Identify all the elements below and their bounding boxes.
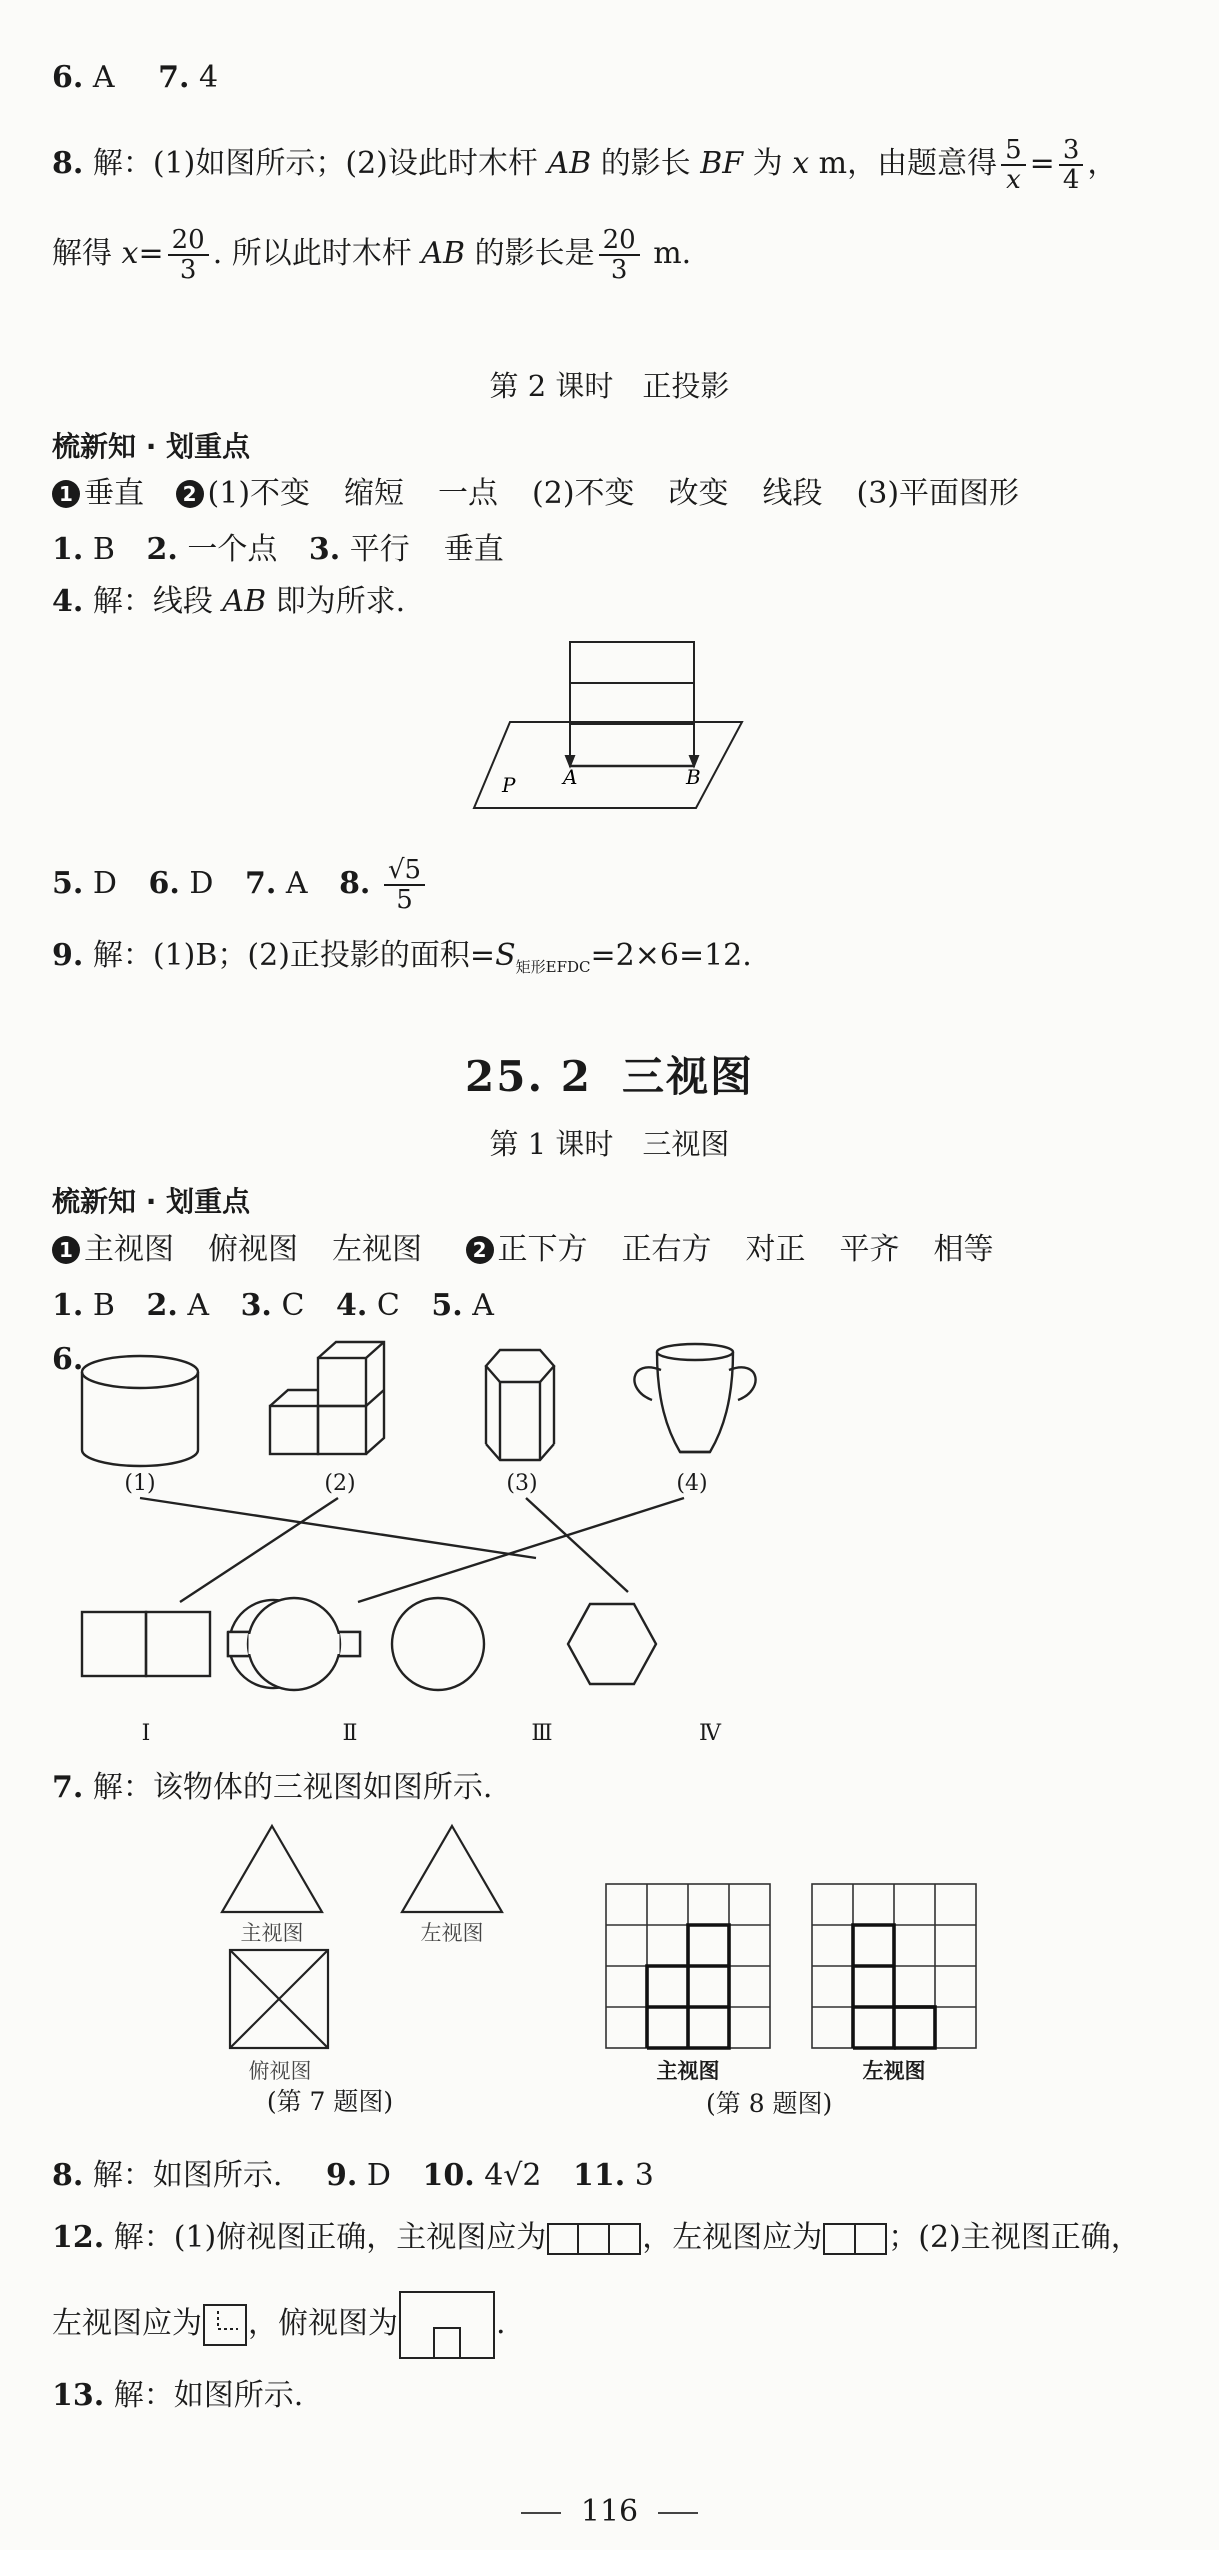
subscript: 矩形EFDC <box>515 958 591 976</box>
text: 线段 <box>762 476 823 511</box>
var-bf: BF <box>700 146 744 181</box>
lesson-title: 第 2 课时 正投影 <box>489 369 730 403</box>
q-number: 9. <box>325 2158 358 2193</box>
page-number <box>0 2494 1219 2529</box>
text: 正右方 <box>621 1232 712 1267</box>
answer-line-13 <box>52 2376 303 2416</box>
answer-root: √2 <box>503 2158 542 2193</box>
text: m. <box>653 236 692 271</box>
answer: B <box>92 532 115 567</box>
q-number: 4. <box>52 584 84 619</box>
answer: C <box>376 1288 400 1323</box>
fraction: $\frac{20}{3}$ <box>599 226 640 284</box>
answer-line-8-11 <box>52 2156 654 2196</box>
figure-7-three-views <box>220 1820 520 2120</box>
q-number: 6. <box>52 60 84 95</box>
cubes-solid <box>270 1342 384 1454</box>
answer-line-5-8 <box>52 856 429 914</box>
text: 解：(1)B；(2)正投影的面积= <box>92 938 496 973</box>
var-x: x <box>121 236 139 271</box>
answer: 4 <box>484 2158 504 2193</box>
text: 缩短 <box>344 476 405 511</box>
text: 正下方 <box>497 1232 588 1267</box>
label-2: (2) <box>324 1471 356 1496</box>
answer-line-1-3 <box>52 530 504 570</box>
var-ab: AB <box>421 236 466 271</box>
q-number: 1. <box>52 532 84 567</box>
figure-4-projection <box>460 632 760 812</box>
answer-line-9 <box>52 936 752 987</box>
text: m，由题意得 <box>818 146 998 181</box>
text: . <box>496 2306 506 2341</box>
text: =2×6=12. <box>590 938 752 973</box>
lesson-title: 第 1 课时 三视图 <box>489 1127 730 1161</box>
chapter-title <box>0 1044 1219 1104</box>
answer: 平行 <box>349 532 410 567</box>
q-number: 10. <box>422 2158 475 2193</box>
cylinder-solid <box>82 1356 198 1466</box>
circled-number: 1 <box>52 1236 80 1264</box>
var-s: S <box>495 938 516 973</box>
answer: 垂直 <box>443 532 504 567</box>
figure-6-matching <box>60 1340 780 1760</box>
text: 解：(1)如图所示；(2)设此时木杆 <box>92 146 538 181</box>
circled-number: 2 <box>466 1236 494 1264</box>
label-iv: Ⅳ <box>699 1721 721 1746</box>
answer: C <box>281 1288 305 1323</box>
text: (2)不变 <box>532 476 635 511</box>
text: 解：如图所示. <box>113 2378 304 2413</box>
label-front-view: 主视图 <box>240 1921 304 1945</box>
label-i: Ⅰ <box>141 1721 151 1746</box>
text: 解：如图所示. <box>92 2158 283 2193</box>
chapter-name: 三视图 <box>621 1052 754 1101</box>
label-top-view: 俯视图 <box>248 2059 312 2083</box>
q-number: 8. <box>339 866 371 901</box>
var-ab: AB <box>222 584 267 619</box>
text: 相等 <box>933 1232 994 1267</box>
knowledge-line <box>52 474 1019 514</box>
answer-line-8-cont <box>52 226 691 284</box>
answer: 一个点 <box>187 532 278 567</box>
q-number: 12. <box>52 2220 105 2255</box>
label-ii: Ⅱ <box>342 1721 358 1746</box>
text: 解得 <box>52 236 112 271</box>
answer: A <box>187 1288 210 1323</box>
label-left-view: 左视图 <box>862 2059 926 2083</box>
text: 一点 <box>438 476 499 511</box>
q-number: 7. <box>244 866 277 901</box>
comma: ， <box>1087 146 1118 181</box>
text: ，俯视图为 <box>248 2306 398 2341</box>
answer-line-12 <box>52 2218 1141 2258</box>
circled-number: 2 <box>176 480 204 508</box>
text: 的影长是 <box>474 236 595 271</box>
equals: = <box>138 236 164 271</box>
inline-top-view <box>398 2290 496 2360</box>
text: ，左视图应为 <box>642 2220 823 2255</box>
answer-line-8 <box>52 136 1117 194</box>
q-number: 13. <box>52 2378 105 2413</box>
label-3: (3) <box>506 1471 538 1496</box>
answer: 4 <box>198 60 219 95</box>
q-number: 1. <box>52 1288 84 1323</box>
text: . 所以此时木杆 <box>212 236 412 271</box>
text: 解：线段 <box>92 584 213 619</box>
inline-left-view-dashed <box>202 2303 248 2347</box>
q-number: 3. <box>240 1288 272 1323</box>
label-front-view: 主视图 <box>656 2059 720 2083</box>
q-number: 7. <box>158 60 190 95</box>
text: 改变 <box>668 476 729 511</box>
answer: 3 <box>634 2158 654 2193</box>
text: 对正 <box>745 1232 806 1267</box>
var-x: x <box>792 146 810 181</box>
text: 即为所求. <box>275 584 406 619</box>
q-number: 2. <box>146 532 178 567</box>
q-number: 6. <box>148 866 180 901</box>
text: (1)不变 <box>207 476 311 511</box>
answer-line-7 <box>52 1768 492 1808</box>
q-number: 11. <box>573 2158 626 2193</box>
hex-prism-solid <box>486 1350 554 1460</box>
text: 垂直 <box>84 476 144 511</box>
equals: = <box>1029 146 1055 181</box>
text: 左视图 <box>332 1232 422 1267</box>
page-number-text: 116 <box>580 2494 639 2529</box>
knowledge-line <box>52 1230 994 1270</box>
inline-three-squares <box>546 2222 642 2256</box>
text: 的影长 <box>600 146 691 181</box>
text: 解：(1)俯视图正确，主视图应为 <box>113 2220 547 2255</box>
text: 主视图 <box>84 1232 174 1267</box>
q-number: 6. <box>52 1342 84 1377</box>
text: 俯视图 <box>208 1232 298 1267</box>
text: (3)平面图形 <box>856 476 1020 511</box>
fraction: $\frac{3}{4}$ <box>1059 136 1084 194</box>
answer: B <box>92 1288 115 1323</box>
section-heading: 梳新知 · 划重点 <box>52 1185 251 1218</box>
circled-number: 1 <box>52 480 80 508</box>
view-circle <box>392 1598 484 1690</box>
answer: A <box>285 866 308 901</box>
q-number: 4. <box>335 1288 368 1323</box>
caption-fig-7: (第 7 题图) <box>266 2087 394 2116</box>
fraction: $\frac{20}{3}$ <box>168 226 209 284</box>
q-number: 5. <box>431 1288 463 1323</box>
answer: A <box>472 1288 494 1323</box>
answer-line-1-5 <box>52 1286 494 1326</box>
var-ab: AB <box>547 146 592 181</box>
label-1: (1) <box>124 1471 156 1496</box>
q-number: 3. <box>308 532 341 567</box>
view-two-squares <box>82 1612 210 1676</box>
q-number: 9. <box>52 938 84 973</box>
answer-line-4 <box>52 582 405 622</box>
answer: D <box>92 866 117 901</box>
fraction: $\frac{√5}{5}$ <box>384 856 425 914</box>
view-hexagon <box>568 1604 656 1684</box>
label-p: P <box>502 773 516 797</box>
answer-line-12-cont <box>52 2290 506 2360</box>
chapter-number: 25. 2 <box>465 1052 592 1101</box>
text: ；(2)主视图正确， <box>888 2220 1141 2255</box>
q-number: 8. <box>52 2158 84 2193</box>
rect-object <box>570 642 694 766</box>
label-a: A <box>563 765 578 789</box>
q-number: 8. <box>52 146 84 181</box>
label-iii: Ⅲ <box>531 1721 553 1746</box>
vase-solid <box>634 1344 755 1452</box>
answer-line-6-7 <box>52 58 218 98</box>
answer: D <box>189 866 214 901</box>
q-number: 2. <box>146 1288 178 1323</box>
text: 解：该物体的三视图如图所示. <box>92 1770 493 1805</box>
fraction: $\frac{5}{x}$ <box>1001 136 1026 194</box>
q-number: 5. <box>52 866 84 901</box>
text: 左视图应为 <box>52 2306 202 2341</box>
left-view-outline <box>853 1925 894 2048</box>
left-view-triangle <box>402 1826 502 1912</box>
caption-fig-8: (第 8 题图) <box>706 2089 833 2118</box>
q-number: 7. <box>52 1770 84 1805</box>
text: 为 <box>752 146 783 181</box>
label-b: B <box>686 765 701 789</box>
text: 平齐 <box>839 1232 900 1267</box>
answer: D <box>366 2158 391 2193</box>
label-left-view: 左视图 <box>420 1921 484 1945</box>
answer: A <box>92 60 115 95</box>
section-heading: 梳新知 · 划重点 <box>52 430 251 463</box>
inline-two-squares <box>822 2222 888 2256</box>
label-4: (4) <box>676 1471 708 1496</box>
front-view-triangle <box>222 1826 322 1912</box>
